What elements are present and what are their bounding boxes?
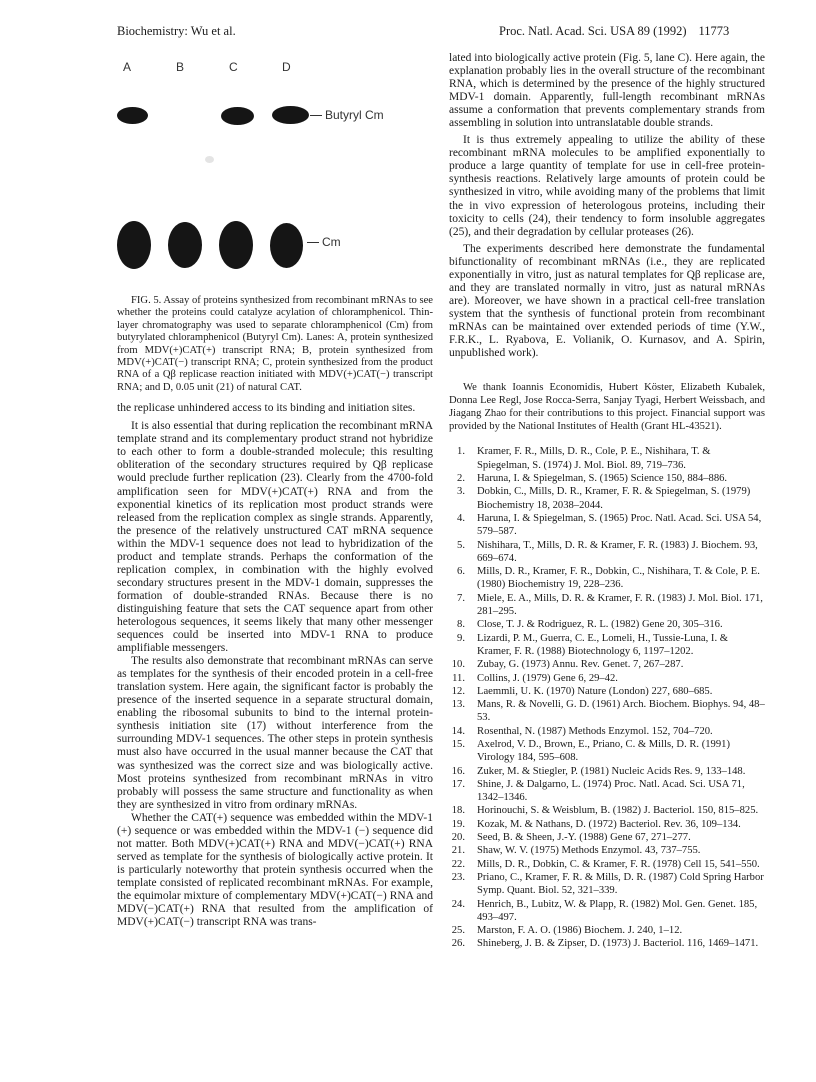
reference-item	[449, 844, 765, 857]
figure-caption: FIG. 5. Assay of proteins synthesized from recombinant mRNAs to see whether the proteins could catalyze acylation of chloramphenicol. Thin-layer chromatography was used to separate chloramphenicol (Cm) from butyrylated chloramphenicol (Butyryl Cm). Lanes: A, protein synthesized from MDV(+)CAT(+) transcript RNA; B, protein synthesized from MDV(+)CAT(−) transcript RNA; C, protein synthesized from the product RNA of a Qβ replicase reaction initiated with MDV(+)CAT(−) transcript RNA; and D, 0.05 unit (21) of natural CAT.	[117, 295, 433, 393]
reference-number: 15.	[451, 738, 465, 750]
running-head-journal	[499, 24, 729, 39]
reference-text: Marston, F. A. O. (1986) Biochem. J. 240, 1–12.	[477, 925, 683, 937]
butyryl-spot-lane-a	[117, 107, 148, 124]
body-paragraph: The experiments described here demonstrate the fundamental bifunctionality of recombinant mRNAs (i.e., they are replicated exponentially in vitro, just as natural templates for Qβ replicase are, and they are translated normally in vitro, just as natural mRNAs are). Moreover, we have shown in a practical cell-free translation system that the synthesis of functional protein from recombinant mRNAs can be maintained over extended periods of time (Y.W., F.R.K., L. Ryabova, E. Volianik, O. Kurnasov, and A. Spirin, unpublished work).	[449, 242, 765, 360]
figure-5-tlc-image	[117, 60, 433, 295]
reference-item	[449, 658, 765, 671]
cm-spot-lane-a	[117, 221, 151, 269]
reference-text: Kramer, F. R., Mills, D. R., Cole, P. E., Nishihara, T. & Spiegelman, S. (1974) J. Mol. Biol. 89, 719–736.	[477, 446, 711, 471]
reference-number: 21.	[451, 845, 465, 857]
reference-text: Zuker, M. & Stiegler, P. (1981) Nucleic Acids Res. 9, 133–148.	[477, 765, 746, 777]
reference-text: Shineberg, J. B. & Zipser, D. (1973) J. Bacteriol. 116, 1469–1471.	[477, 938, 759, 950]
butyryl-spot-lane-c	[221, 107, 254, 125]
reference-text: Mans, R. & Novelli, G. D. (1961) Arch. Biochem. Biophys. 94, 48–53.	[477, 699, 765, 724]
reference-number: 17.	[451, 778, 465, 790]
reference-number: 23.	[451, 871, 465, 883]
reference-number: 9.	[457, 632, 465, 644]
reference-text: Collins, J. (1979) Gene 6, 29–42.	[477, 672, 618, 684]
reference-number: 4.	[457, 512, 465, 524]
reference-text: Henrich, B., Lubitz, W. & Plapp, R. (1982) Mol. Gen. Genet. 185, 493–497.	[477, 898, 758, 923]
reference-item	[449, 565, 765, 592]
body-paragraph: the replicase unhindered access to its binding and initiation sites.	[117, 402, 416, 415]
reference-number: 1.	[457, 446, 465, 458]
lane-label-d: D	[282, 60, 291, 74]
reference-item	[449, 685, 765, 698]
reference-item	[449, 818, 765, 831]
reference-item	[449, 831, 765, 844]
reference-number: 10.	[451, 659, 465, 671]
reference-item	[449, 858, 765, 871]
reference-number: 24.	[451, 898, 465, 910]
reference-text: Priano, C., Kramer, F. R. & Mills, D. R. (1987) Cold Spring Harbor Symp. Quant. Biol. 52, 321–339.	[477, 871, 764, 897]
reference-item	[449, 672, 765, 685]
reference-item	[449, 898, 765, 925]
reference-number: 2.	[457, 473, 465, 485]
reference-text: Nishihara, T., Mills, D. R. & Kramer, F. R. (1983) J. Biochem. 93, 669–674.	[477, 539, 758, 564]
body-paragraph: lated into biologically active protein (Fig. 5, lane C). Here again, the explanation probably lies in the overall structure of the recombinant RNA, which is determined by the presence of the highly structured MDV-1 domain. Apparently, full-length recombinant mRNAs assume a conformation that prevents complementary strands from assembling in solution into untranslatable double strands.	[449, 52, 765, 130]
reference-text: Shaw, W. V. (1975) Methods Enzymol. 43, 737–755.	[477, 845, 701, 857]
reference-text: Close, T. J. & Rodriguez, R. L. (1982) Gene 20, 305–316.	[477, 619, 723, 631]
reference-text: Seed, B. & Sheen, J.-Y. (1988) Gene 67, 271–277.	[477, 832, 691, 844]
reference-number: 26.	[451, 938, 465, 950]
reference-number: 12.	[451, 685, 465, 697]
lane-label-b: B	[176, 60, 185, 74]
body-paragraph: The results also demonstrate that recombinant mRNAs can serve as templates for the synthesis of their encoded protein in a cell-free translation system. Here again, the significant factor is probably the presence of the inserted sequence in a separate structural domain, enabling the ribosomal subunits to bind to the internal protein-synthesis initiation site (17) without interference from the surrounding MDV-1 sequences. The other steps in protein synthesis must also have occurred in the usual manner because the CAT that was synthesized was the correct size and was biologically active. Most proteins synthesized from recombinant mRNAs in vitro probably will possess the same structure and functionality as when they are synthesized in vitro from ordinary mRNAs.	[117, 655, 433, 811]
reference-text: Haruna, I. & Spiegelman, S. (1965) Proc. Natl. Acad. Sci. USA 54, 579–587.	[477, 512, 762, 538]
reference-text: Mills, D. R., Dobkin, C. & Kramer, F. R. (1978) Cell 15, 541–550.	[477, 858, 760, 870]
reference-text: Laemmli, U. K. (1970) Nature (London) 227, 680–685.	[477, 685, 713, 697]
cm-spot-lane-d	[270, 223, 303, 268]
reference-item	[449, 725, 765, 738]
reference-text: Axelrod, V. D., Brown, E., Priano, C. & Mills, D. R. (1991) Virology 184, 595–608.	[477, 738, 730, 764]
reference-item	[449, 592, 765, 619]
page-number: 11773	[698, 24, 730, 38]
reference-text: Haruna, I. & Spiegelman, S. (1965) Science 150, 884–886.	[477, 473, 728, 485]
reference-number: 3.	[457, 486, 465, 498]
reference-item	[449, 632, 765, 659]
reference-text: Horinouchi, S. & Weisblum, B. (1982) J. Bacteriol. 150, 815–825.	[477, 805, 759, 817]
reference-item	[449, 539, 765, 566]
reference-text: Zubay, G. (1973) Annu. Rev. Genet. 7, 267–287.	[477, 659, 684, 671]
reference-item	[449, 512, 765, 539]
butyryl-cm-label: Butyryl Cm	[310, 108, 384, 122]
reference-item	[449, 778, 765, 805]
reference-number: 19.	[451, 818, 465, 830]
reference-item	[449, 871, 765, 898]
reference-number: 11.	[452, 672, 465, 684]
journal-citation: Proc. Natl. Acad. Sci. USA 89 (1992)	[499, 24, 687, 38]
reference-item	[449, 804, 765, 817]
reference-item	[449, 445, 765, 472]
reference-item	[449, 698, 765, 725]
reference-text: Rosenthal, N. (1987) Methods Enzymol. 152, 704–720.	[477, 725, 713, 737]
reference-item	[449, 924, 765, 937]
reference-item	[449, 937, 765, 950]
left-column	[117, 60, 433, 929]
cm-label: Cm	[307, 235, 341, 249]
body-paragraph: It is also essential that during replication the recombinant mRNA template strand and its complementary product strand not hybridize to each other to form a double-stranded molecule; this resulting obliteration of the secondary structures required by Qβ replicase would preclude further replication (23). Clearly from the 4700-fold amplification seen for MDV(+)CAT(+) RNA and from the exponential kinetics of its replication most product strands were released from the replication complex as single strands. Apparently, the presence of the relatively unstructured CAT mRNA sequence within the MDV-1 sequence does not lead to hybridization of the product and template strands. Perhaps the conformation of the replication complex, in combination with the highly evolved secondary structures present in the MDV-1 domain, suppresses the formation of double-stranded RNAs. Because there is no distinguishing feature that sets the CAT sequence apart from other heterologous sequences, it seems likely that many other messenger sequences could be inserted into MDV-1 RNA to produce amplifiable messengers.	[117, 420, 433, 655]
background-smudge	[205, 156, 214, 163]
acknowledgments: We thank Ioannis Economidis, Hubert Köster, Elizabeth Kubalek, Donna Lee Regl, Jose Rocca-Serra, Sanjay Tyagi, Herbert Weissbach, and Jiagang Zhao for their contributions to this project. Financial support was provided by the National Institutes of Health (Grant HL-43521).	[449, 382, 765, 433]
reference-number: 25.	[451, 925, 465, 937]
running-head-authors: Biochemistry: Wu et al.	[117, 24, 236, 38]
cm-spot-lane-c	[219, 221, 253, 269]
right-column	[449, 52, 765, 951]
reference-number: 18.	[451, 805, 465, 817]
reference-text: Lizardi, P. M., Guerra, C. E., Lomeli, H., Tussie-Luna, I. & Kramer, F. R. (1988) Biotechnology 6, 1197–1202.	[477, 632, 728, 657]
reference-text: Miele, E. A., Mills, D. R. & Kramer, F. R. (1983) J. Mol. Biol. 171, 281–295.	[477, 592, 763, 618]
reference-number: 6.	[457, 566, 465, 578]
reference-number: 14.	[451, 725, 465, 737]
reference-number: 20.	[451, 832, 465, 844]
reference-list	[449, 445, 765, 950]
lane-label-a: A	[123, 60, 132, 74]
reference-number: 7.	[457, 592, 465, 604]
reference-item	[449, 765, 765, 778]
body-paragraph: It is thus extremely appealing to utilize the ability of these recombinant mRNA molecules to be amplified exponentially to produce a large quantity of template for use in cell-free protein-synthesis reactions. Relatively large amounts of protein could be synthesized in vitro, while avoiding many of the problems that limit the in vivo expression of heterologous proteins, including their toxicity to cells (24), their tendency to form insoluble aggregates (25), and their degradation by cellular proteases (26).	[449, 134, 765, 238]
cm-spot-lane-b	[168, 222, 202, 268]
reference-text: Shine, J. & Dalgarno, L. (1974) Proc. Natl. Acad. Sci. USA 71, 1342–1346.	[477, 778, 745, 804]
reference-text: Dobkin, C., Mills, D. R., Kramer, F. R. & Spiegelman, S. (1979) Biochemistry 18, 2038–2044.	[477, 486, 751, 511]
lane-label-c: C	[229, 60, 238, 74]
reference-item	[449, 618, 765, 631]
butyryl-spot-lane-d	[272, 106, 309, 124]
reference-number: 16.	[451, 765, 465, 777]
reference-text: Kozak, M. & Nathans, D. (1972) Bacteriol. Rev. 36, 109–134.	[477, 818, 741, 830]
reference-item	[449, 738, 765, 765]
reference-item	[449, 472, 765, 485]
reference-text: Mills, D. R., Kramer, F. R., Dobkin, C., Nishihara, T. & Cole, P. E. (1980) Biochemistry 19, 228–236.	[477, 566, 760, 591]
reference-number: 5.	[457, 539, 465, 551]
reference-number: 13.	[451, 699, 465, 711]
reference-item	[449, 485, 765, 512]
reference-number: 8.	[457, 619, 465, 631]
reference-number: 22.	[451, 858, 465, 870]
body-paragraph: Whether the CAT(+) sequence was embedded within the MDV-1 (+) sequence or was embedded within the MDV-1 (−) sequence did not matter. Both MDV(+)CAT(+) RNA and MDV(−)CAT(+) RNA served as template for the synthesis of biologically active protein. It is particularly noteworthy that protein synthesis occurred when the template consisted of replicated recombinant mRNAs. For example, the equimolar mixture of complementary MDV(+)CAT(−) RNA and MDV(−)CAT(+) RNA that resulted from the amplification of MDV(+)CAT(−) transcript RNA was trans-	[117, 811, 433, 929]
